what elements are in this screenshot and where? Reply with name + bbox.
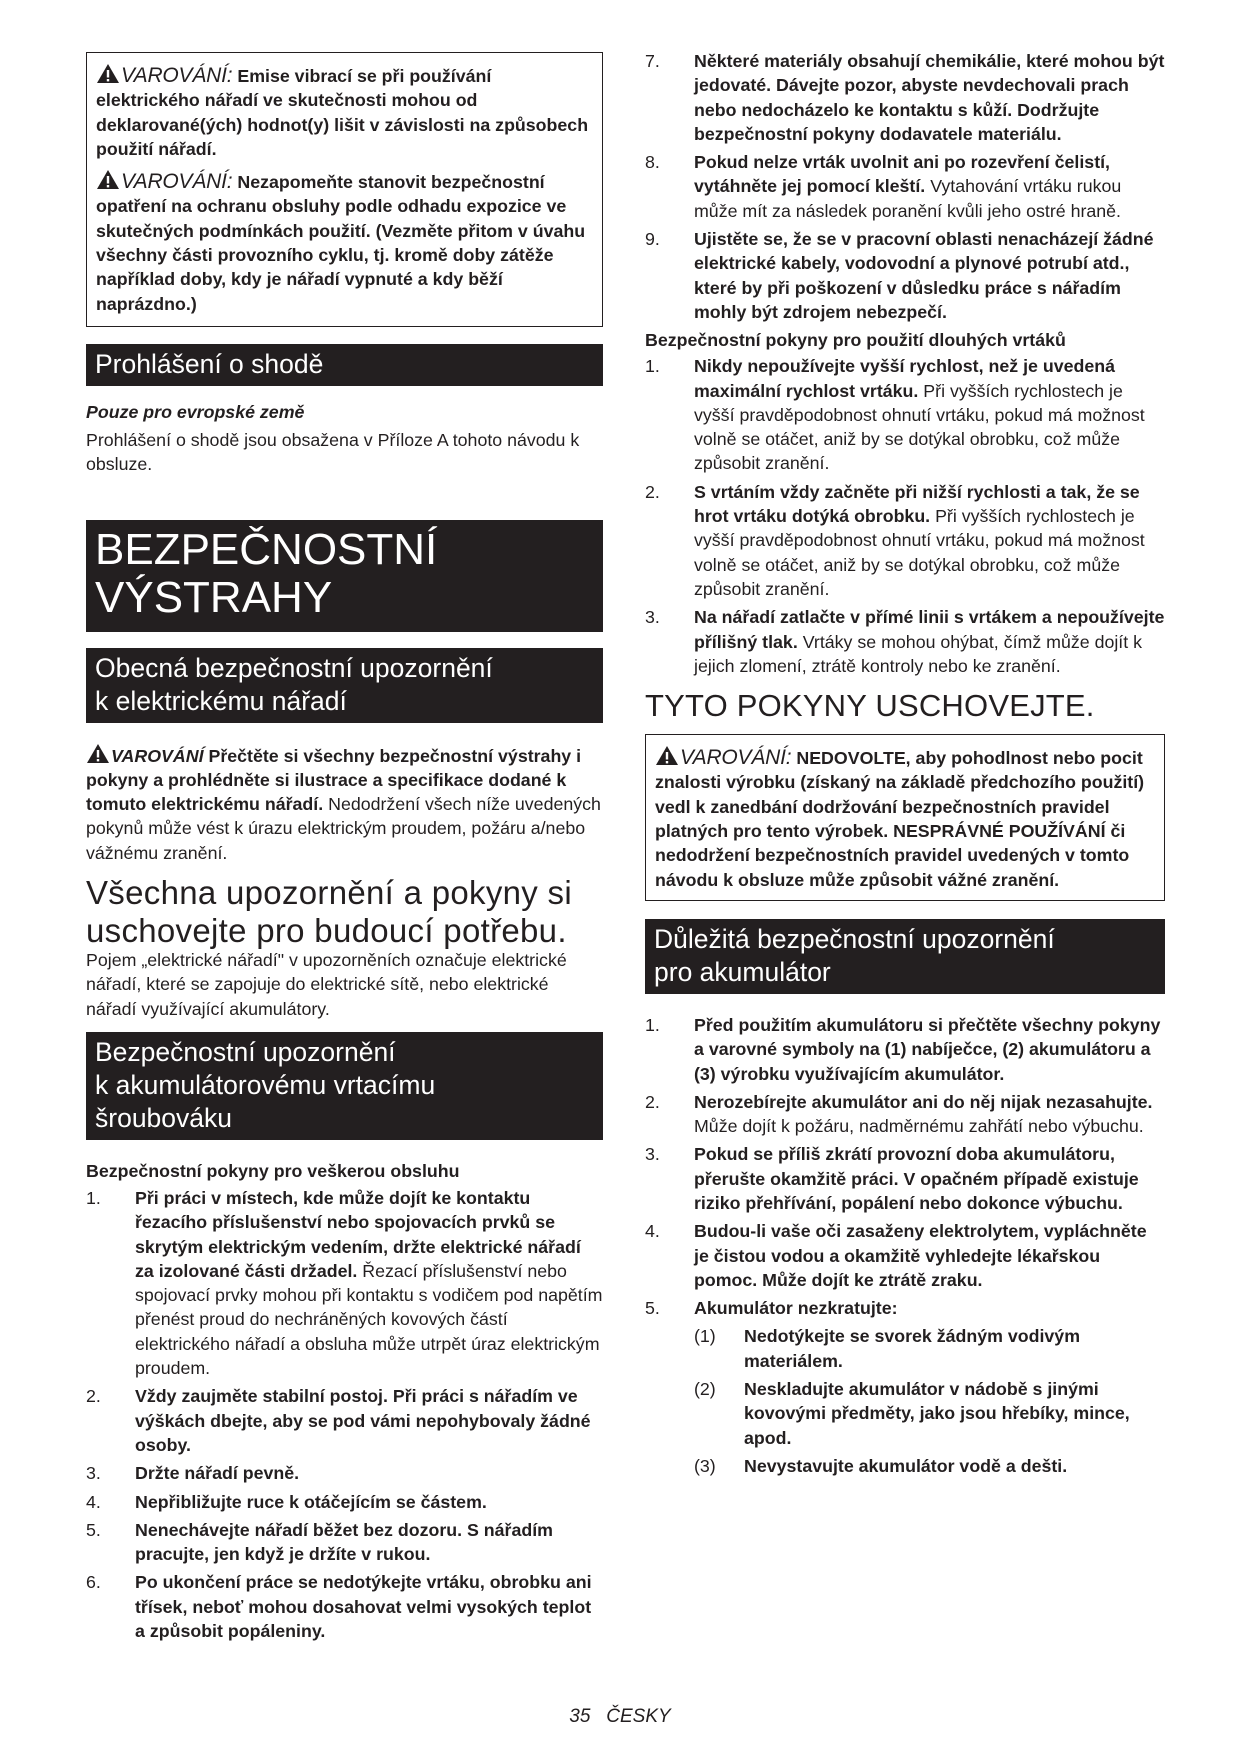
list-item: 5. Nenechávejte nářadí běžet bez dozoru. S nářadím pracujte, jen když je držíte v rukou. — [86, 1519, 553, 1565]
list-item: 4. Budou-li vaše oči zasaženy elektrolytem, vypláchněte je čistou vodou a okamžitě vyhledejte lékařskou pomoc. Může dojít ke ztrátě zraku. — [645, 1221, 1147, 1290]
battery-safety-list — [645, 1013, 1165, 1478]
list-item: 1. Nikdy nepoužívejte vyšší rychlost, než je uvedená maximální rychlost vrtáku. Při vyšších rychlostech je vyšší pravděpodobnost ohnutí vrtáku, pokud má možnost volně se otáčet, aniž by se dotýkal obrobku, což může způsobit zranění. — [645, 356, 1145, 474]
list-item: 6. Po ukončení práce se nedotýkejte vrtáku, obrobku ani třísek, neboť mohou dosahovat velmi vysokých teplot a způsobit popáleniny. — [86, 1572, 592, 1642]
sublist-item: (3) Nevystavujte akumulátor vodě a dešti. — [694, 1455, 1068, 1476]
list-item: 3. Držte nářadí pevně. — [86, 1463, 300, 1484]
general-warning-text: VAROVÁNÍ Přečtěte si všechny bezpečnostní výstrahy i pokyny a prohlédněte si ilustrace a specifikace dodané k tomuto elektrickému nářadí. Nedodržení všech níže uvedených pokynů může vést k úrazu elektrickým proudem, požáru a/nebo vážnému zranění. — [86, 743, 603, 865]
sublist-item: (1) Nedotýkejte se svorek žádným vodivým materiálem. — [694, 1326, 1081, 1371]
vibration-warning-box — [86, 52, 603, 327]
sublist-item: (2) Neskladujte akumulátor v nádobě s jinými kovovými předměty, jako jsou hřebíky, mince, apod. — [694, 1379, 1130, 1448]
declaration-subtitle: Pouze pro evropské země — [86, 402, 305, 422]
all-operations-subheading: Bezpečnostní pokyny pro veškerou obsluhu — [86, 1160, 460, 1181]
right-column — [645, 49, 1165, 1482]
list-item: 3. Na nářadí zatlačte v přímé linii s vrtákem a nepoužívejte přílišný tlak. Vrtáky se mohou ohýbat, čímž může dojít k jejich zlomení, ztrátě kontroly nebo ke zranění. — [645, 607, 1165, 676]
page-footer: 35 ČESKY — [569, 1706, 671, 1727]
list-item: 7. Některé materiály obsahují chemikálie, které mohou být jedovaté. Dávejte pozor, abyste nevdechovali prach nebo nedocházelo ke kontaktu s kůží. Dodržujte bezpečnostní pokyny dodavatele materiálu. — [645, 51, 1165, 144]
list-item: 1. Před použitím akumulátoru si přečtěte všechny pokyny a varovné symboly na (1) nabíječce, (2) akumulátoru a (3) výrobku využívajícím akumulátor. — [645, 1014, 1161, 1084]
save-instructions-heading: TYTO POKYNY USCHOVEJTE. — [645, 688, 1095, 724]
familiarity-warning-box — [645, 734, 1165, 901]
warning-paragraph: VAROVÁNÍ: NEDOVOLTE, aby pohodlnost nebo pocit znalosti výrobku (získaný na základě předchozího použití) vedl k zanedbání dodržování bezpečnostních pravidel platných pro tento výrobek. NESPRÁVNÉ POUŽÍVÁNÍ či nedodržení bezpečnostních pravidel uvedených v tomto návodu k obsluze může způsobit vážné zranění. — [655, 746, 1145, 890]
warning-triangle-icon — [86, 743, 110, 764]
power-tool-definition: Pojem „elektrické nářadí" v upozorněních označuje elektrické nářadí, které se zapojuje do elektrické sítě, nebo elektrické nářadí využívající akumulátory. — [86, 950, 567, 1019]
long-bits-subheading: Bezpečnostní pokyny pro použití dlouhých vrtáků — [645, 330, 1066, 351]
warning-label: VAROVÁNÍ — [111, 745, 204, 766]
list-item: 5. Akumulátor nezkratujte: (1) Nedotýkejte se svorek žádným vodivým materiálem. (2) Neskladujte akumulátor v nádobě s jinými kovovými předměty, jako jsou hřebíky, mince, apod. (3) Nevystavujte akumulátor vodě a dešti. — [645, 1296, 1165, 1478]
long-bits-list — [645, 354, 1165, 678]
general-safety-title: Obecná bezpečnostní upozornění k elektrickému nářadí — [86, 648, 603, 723]
list-item: 2. Vždy zaujměte stabilní postoj. Při práci s nářadím ve výškách dbejte, aby se pod vámi nepohybovaly žádné osoby. — [86, 1386, 591, 1455]
keep-instructions-heading: Všechna upozornění a pokyny si uschovejte pro budoucí potřebu. — [86, 874, 572, 950]
drill-safety-title: Bezpečnostní upozornění k akumulátorovému vrtacímu šroubováku — [86, 1032, 603, 1140]
list-item: 3. Pokud se příliš zkrátí provozní doba akumulátoru, přerušte okamžitě práci. V opačném případě existuje riziko přehřívání, popálení nebo dokonce výbuchu. — [645, 1144, 1139, 1213]
list-item: 4. Nepřibližujte ruce k otáčejícím se částem. — [86, 1491, 487, 1512]
short-circuit-sublist — [694, 1324, 1165, 1478]
warning-triangle-icon — [96, 169, 120, 190]
warning-paragraph-2: VAROVÁNÍ: Nezapomeňte stanovit bezpečnostní opatření na ochranu obsluhy podle odhadu expozice ve skutečných podmínkách použití. (Vezměte přitom v úvahu všechny části provozního cyklu, tj. kromě doby zátěže například doby, kdy je nářadí vypnuté a kdy běží naprázdno.) — [96, 170, 586, 314]
left-column — [86, 52, 603, 1647]
list-item: 8. Pokud nelze vrták uvolnit ani po rozevření čelistí, vytáhněte jej pomocí kleští. Vytahování vrtáku rukou může mít za následek poranění kvůli jeho ostré hraně. — [645, 152, 1122, 221]
drill-safety-list — [86, 1186, 603, 1643]
battery-safety-title: Důležitá bezpečnostní upozornění pro akumulátor — [645, 919, 1165, 994]
warning-label: VAROVÁNÍ: — [680, 746, 792, 770]
list-item: 1. Při práci v místech, kde může dojít ke kontaktu řezacího příslušenství nebo spojovacích prvků se skrytým elektrickým vedením, držte elektrické nářadí za izolované části držadel. Řezací příslušenství nebo spojovací prvky mohou při kontaktu s vodičem pod napětím přenést proud do nechráněných kovových částí elektrického nářadí a obsluha může utrpět úraz elektrickým proudem. — [86, 1187, 603, 1379]
declaration-title: Prohlášení o shodě — [86, 344, 603, 386]
drill-safety-list-continued — [645, 49, 1165, 324]
warning-label: VAROVÁNÍ: — [121, 170, 233, 194]
list-item: 2. Nerozebírejte akumulátor ani do něj nijak nezasahujte. Může dojít k požáru, nadměrnému zahřátí nebo výbuchu. — [645, 1091, 1153, 1137]
declaration-text: Prohlášení o shodě jsou obsažena v Příloze A tohoto návodu k obsluze. — [86, 430, 580, 475]
warning-triangle-icon — [655, 745, 679, 766]
warning-label: VAROVÁNÍ: — [121, 64, 233, 87]
warning-triangle-icon — [96, 63, 120, 84]
main-title: BEZPEČNOSTNÍ VÝSTRAHY — [86, 520, 603, 632]
warning-paragraph-1: VAROVÁNÍ: Emise vibrací se při používání elektrického nářadí ve skutečnosti mohou od deklarované(ých) hodnot(y) lišit v závislosti na způsobech použití nářadí. — [96, 64, 589, 159]
list-item: 2. S vrtáním vždy začněte při nižší rychlosti a tak, že se hrot vrtáku dotýká obrobku. Při vyšších rychlostech je vyšší pravděpodobnost ohnutí vrtáku, pokud má možnost volně se otáčet, aniž by se dotýkal obrobku, což může způsobit zranění. — [645, 481, 1145, 599]
list-item: 9. Ujistěte se, že se v pracovní oblasti nenacházejí žádné elektrické kabely, vodovodní a plynové potrubí atd., které by při poškození v důsledku práce s nářadím mohly být zdrojem nebezpečí. — [645, 229, 1154, 322]
